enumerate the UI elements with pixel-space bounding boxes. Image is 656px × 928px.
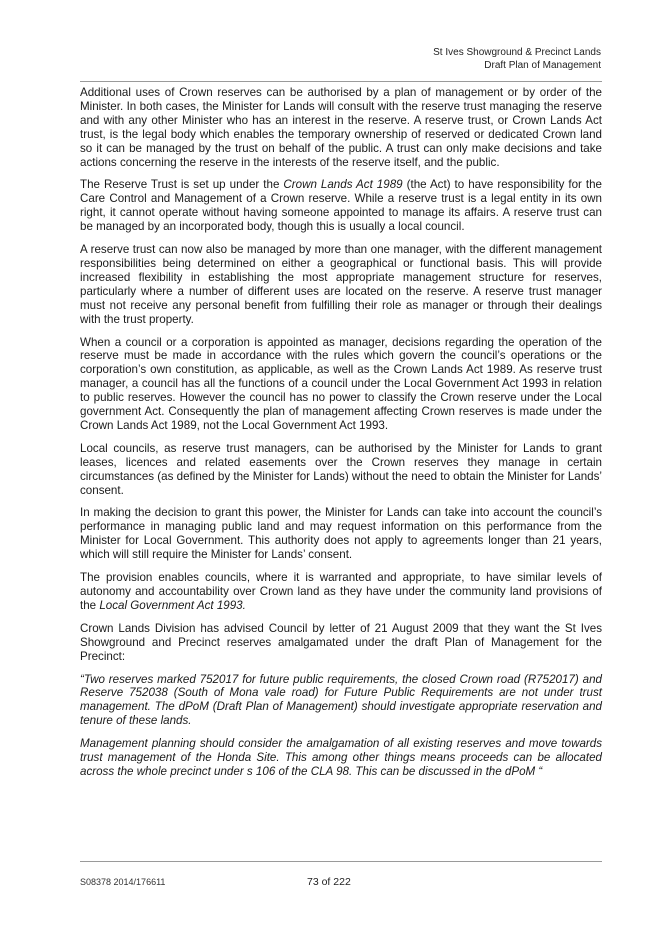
document-body <box>80 86 602 788</box>
document-reference: S08378 2014/176611 <box>80 877 166 887</box>
page-header <box>433 46 601 72</box>
footer-divider <box>80 861 602 862</box>
act-name: Local Government Act 1993. <box>99 598 246 612</box>
header-title: St Ives Showground & Precinct Lands <box>433 47 601 58</box>
paragraph-text: The provision enables councils, where it is warranted and appropriate, to have similar levels of autonomy and accountability over Crown land as they have under the community land provisions of the <box>80 571 602 612</box>
page-number: 73 of 222 <box>307 876 351 888</box>
paragraph: In making the decision to grant this power, the Minister for Lands can take into account the council’s performance in managing public land and may request information on this performance from the Minister for Local Government. This authority does not apply to agreements longer than 21 years, which will still require the Minister for Lands’ consent. <box>80 506 602 562</box>
paragraph: Additional uses of Crown reserves can be authorised by a plan of management or by order of the Minister. In both cases, the Minister for Lands will consult with the reserve trust managing the reserve and with any other Minister who has an interest in the reserve. A reserve trust, or Crown Lands Act trust, is the legal body which enables the temporary ownership of reserved or dedicated Crown land so it can be managed by the trust on behalf of the public. A trust can only make decisions and take actions concerning the reserve in the interests of the reserve itself, and the public. <box>80 86 602 169</box>
paragraph <box>80 571 602 613</box>
quoted-paragraph: “Two reserves marked 752017 for future public requirements, the closed Crown road (R752017) and Reserve 752038 (South of Mona vale road) for Future Public Requirements are not under trust management. The dPoM (Draft Plan of Management) should investigate appropriate reservation and tenure of these lands. <box>80 672 602 728</box>
act-name: Crown Lands Act 1989 <box>283 178 403 192</box>
paragraph: Crown Lands Division has advised Council by letter of 21 August 2009 that they want the St Ives Showground and Precinct reserves amalgamated under the draft Plan of Management for the Precinct: <box>80 621 602 663</box>
paragraph <box>80 178 602 234</box>
header-subtitle: Draft Plan of Management <box>484 60 601 71</box>
quoted-paragraph: Management planning should consider the amalgamation of all existing reserves and move towards trust management of the Honda Site. This among other things means proceeds can be allocated across the whole precinct under s 106 of the CLA 98. This can be discussed in the dPoM “ <box>80 737 602 778</box>
paragraph: When a council or a corporation is appointed as manager, decisions regarding the operation of the reserve must be made in accordance with the rules which govern the council’s operations or the corporation’s own constitution, as applicable, as well as the Crown Lands Act 1989. As reserve trust manager, a council has all the functions of a council under the Local Government Act 1993 in relation to public reserves. However the council has no power to classify the Crown reserve under the Local government Act. Consequently the plan of management affecting Crown reserves is made under the Crown Lands Act 1989, not the Local Government Act 1993. <box>80 335 602 432</box>
paragraph: Local councils, as reserve trust managers, can be authorised by the Minister for Lands to grant leases, licences and related easements over the Crown reserves they manage in certain circumstances (as defined by the Minister for Lands) without the need to obtain the Minister for Lands’ consent. <box>80 441 602 497</box>
paragraph-text: (the Act) to have responsibility for the Care Control and Management of a Crown reserve. While a reserve trust is a legal entity in its own right, it cannot operate without having someone appointed to manage its affairs. A reserve trust can be managed by an incorporated body, though this is usually a local council. <box>80 178 603 234</box>
paragraph-text: The Reserve Trust is set up under the <box>80 178 284 192</box>
paragraph: A reserve trust can now also be managed by more than one manager, with the different management responsibilities being determined on either a geographical or functional basis. This will provide increased flexibility in establishing the most appropriate management structure for reserves, particularly where a number of different uses are located on the reserve. A reserve trust manager must not receive any personal benefit from fulfilling their role as manager or through their dealings with the trust property. <box>80 243 602 326</box>
header-divider <box>80 81 602 82</box>
